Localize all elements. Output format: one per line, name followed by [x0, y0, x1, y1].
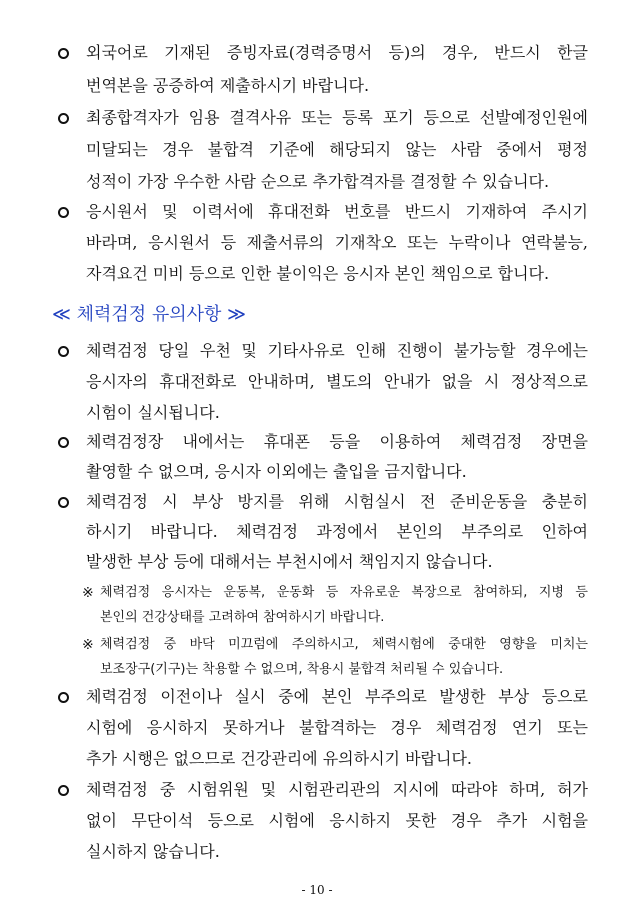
item-line: 체력검정 당일 우천 및 기타사유로 인해 진행이 불가능할 경우에는	[86, 341, 588, 360]
circle-bullet-icon	[58, 785, 69, 796]
item-line: 시험에 응시하지 못하거나 불합격하는 경우 체력검정 연기 또는	[86, 718, 588, 737]
circle-bullet-icon	[58, 692, 69, 703]
item-line: 실시하지 않습니다.	[86, 842, 220, 861]
circle-bullet-icon	[58, 207, 69, 218]
item-line: 체력검정 중 시험위원 및 시험관리관의 지시에 따라야 하며, 허가	[86, 780, 588, 799]
note-line: 본인의 건강상태를 고려하여 참여하시기 바랍니다.	[100, 610, 385, 625]
page-number: - 10 -	[301, 883, 333, 897]
item-line: 바라며, 응시원서 등 제출서류의 기재착오 또는 누락이나 연락불능,	[86, 233, 588, 252]
item-line: 촬영할 수 없으며, 응시자 이외에는 출입을 금지합니다.	[86, 462, 467, 481]
item-line: 시험이 실시됩니다.	[86, 403, 220, 422]
item-line: 성적이 가장 우수한 사람 순으로 추가합격자를 결정할 수 있습니다.	[86, 172, 550, 191]
circle-bullet-icon	[58, 48, 69, 59]
item-line: 체력검정 시 부상 방지를 위해 시험실시 전 준비운동을 충분히	[86, 492, 588, 511]
item-line: 체력검정 이전이나 실시 중에 본인 부주의로 발생한 부상 등으로	[86, 687, 588, 706]
item-line: 번역본을 공증하여 제출하시기 바랍니다.	[86, 76, 370, 95]
circle-bullet-icon	[58, 437, 69, 448]
item-line: 미달되는 경우 불합격 기준에 해당되지 않는 사람 중에서 평정	[86, 140, 588, 159]
item-line: 자격요건 미비 등으로 인한 불이익은 응시자 본인 책임으로 합니다.	[86, 264, 550, 283]
circle-bullet-icon	[58, 497, 69, 508]
item-line: 응시원서 및 이력서에 휴대전화 번호를 반드시 기재하여 주시기	[86, 202, 588, 221]
item-line: 체력검정장 내에서는 휴대폰 등을 이용하여 체력검정 장면을	[86, 432, 588, 451]
item-line: 발생한 부상 등에 대해서는 부천시에서 책임지지 않습니다.	[86, 552, 493, 571]
item-line: 하시기 바랍니다. 체력검정 과정에서 본인의 부주의로 인하여	[86, 522, 588, 541]
item-line: 추가 시행은 없으므로 건강관리에 유의하시기 바랍니다.	[86, 749, 473, 768]
item-line: 외국어로 기재된 증빙자료(경력증명서 등)의 경우, 반드시 한글	[86, 43, 588, 62]
note-line: 보조장구(기구)는 착용할 수 없으며, 착용시 불합격 처리될 수 있습니다.	[100, 662, 504, 677]
circle-bullet-icon	[58, 113, 69, 124]
item-line: 없이 무단이석 등으로 시험에 응시하지 못한 경우 추가 시험을	[86, 811, 588, 830]
item-line: 응시자의 휴대전화로 안내하며, 별도의 안내가 없을 시 정상적으로	[86, 372, 588, 391]
reference-mark-icon: ※	[82, 585, 94, 601]
note-line: 체력검정 응시자는 운동복, 운동화 등 자유로운 복장으로 참여하되, 지병 등	[100, 585, 588, 600]
reference-mark-icon: ※	[82, 637, 94, 653]
section-title: ≪ 체력검정 유의사항 ≫	[52, 304, 246, 325]
item-line: 최종합격자가 임용 결격사유 또는 등록 포기 등으로 선발예정인원에	[86, 108, 588, 127]
note-line: 체력검정 중 바닥 미끄럼에 주의하시고, 체력시험에 중대한 영향을 미치는	[100, 637, 588, 652]
circle-bullet-icon	[58, 346, 69, 357]
